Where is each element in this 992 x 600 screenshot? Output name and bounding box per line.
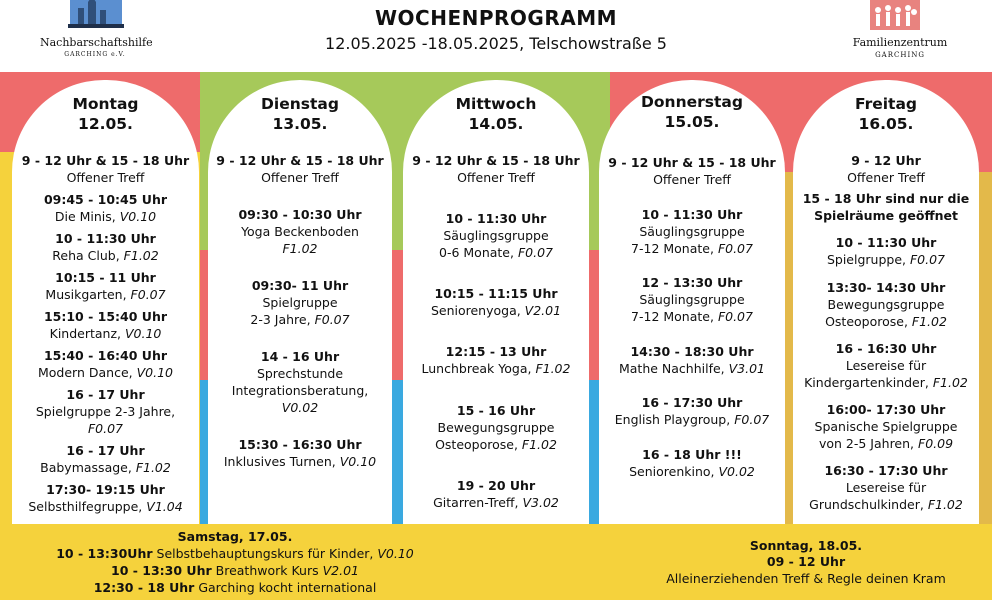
entry-time: 16 - 16:30 Uhr: [835, 341, 937, 356]
entry-desc: Musikgarten, F0.07: [45, 287, 166, 302]
day-name: Dienstag: [261, 95, 339, 113]
list-item: [403, 285, 589, 319]
entry-desc: Offener Treff: [457, 170, 535, 185]
list-item: [403, 210, 589, 261]
entry-time: 16 - 17:30 Uhr: [641, 395, 743, 410]
entry-time: 15:10 - 15:40 Uhr: [43, 309, 168, 324]
entry-time: 16:30 - 17:30 Uhr: [824, 463, 948, 478]
list-item: [12, 152, 199, 186]
entry-desc: Selbsthilfegruppe, V1.04: [28, 499, 183, 514]
entry-desc: Spanische Spielgruppe: [814, 419, 958, 434]
list-item: [403, 343, 589, 377]
entry-time: 12:15 - 13 Uhr: [445, 344, 547, 359]
day-date: 15.05.: [664, 113, 720, 131]
list-item: [599, 343, 785, 377]
list-item: [793, 340, 979, 391]
entry-time: 10 - 11:30 Uhr: [641, 207, 743, 222]
entry-desc: Säuglingsgruppe: [639, 224, 745, 239]
entry-time: 16:00- 17:30 Uhr: [826, 402, 946, 417]
entry-time: 9 - 12 Uhr & 15 - 18 Uhr: [21, 153, 190, 168]
entry-time: 09:30 - 10:30 Uhr: [238, 207, 362, 222]
list-item: [12, 308, 199, 342]
entry-time: 16 - 17 Uhr: [66, 443, 145, 458]
logo-left-sub: GARCHING e.V.: [64, 51, 126, 58]
entry-desc: Lesereise für: [845, 358, 927, 373]
entry-desc-2: 7-12 Monate, F0.07: [631, 241, 753, 256]
list-item: [12, 269, 199, 303]
entry-time: 16 - 17 Uhr: [66, 387, 145, 402]
saturday-item: 10 - 13:30 Uhr Breathwork Kurs V2.01: [111, 563, 359, 578]
day-date: 12.05.: [78, 115, 133, 133]
entry-time: 9 - 12 Uhr & 15 - 18 Uhr: [608, 155, 776, 170]
entry-time: 14 - 16 Uhr: [260, 349, 340, 364]
entry-desc: Offener Treff: [847, 170, 925, 185]
entry-desc: Sprechstunde: [256, 366, 344, 381]
entry-desc: Seniorenkino, V0.02: [629, 464, 755, 479]
entry-time: 9 - 12 Uhr: [851, 153, 921, 168]
day-column-montag: [12, 80, 199, 524]
entry-desc: Reha Club, F1.02: [52, 248, 159, 263]
list-item: [599, 154, 785, 188]
list-item: [208, 348, 392, 416]
entry-desc: English Playgroup, F0.07: [614, 412, 770, 427]
page-title: WOCHENPROGRAMM: [374, 6, 618, 30]
day-column-dienstag: [208, 80, 392, 524]
entry-desc-2: Integrationsberatung,: [231, 383, 369, 398]
entry-desc: Kindertanz, V0.10: [49, 326, 162, 341]
entry-time: 15 - 18 Uhr sind nur die Spielräume geöffnet: [802, 191, 970, 223]
entry-desc: Lunchbreak Yoga, F1.02: [421, 361, 571, 376]
list-item: [12, 442, 199, 476]
list-item: [403, 477, 589, 511]
entry-desc: Yoga Beckenboden: [241, 224, 359, 239]
list-item: [403, 152, 589, 186]
entry-desc-2: 0-6 Monate, F0.07: [439, 245, 553, 260]
logo-right-sub: GARCHING: [875, 51, 925, 59]
entry-desc: Seniorenyoga, V2.01: [430, 303, 562, 318]
list-item: [208, 277, 392, 328]
list-item: [793, 401, 979, 452]
list-item: [793, 234, 979, 268]
entry-time: 10:15 - 11 Uhr: [55, 270, 156, 285]
entry-time: 15 - 16 Uhr: [456, 403, 536, 418]
entry-room: F1.02: [282, 241, 318, 256]
list-item: [599, 274, 785, 325]
list-item: [793, 462, 979, 513]
entry-desc: Offener Treff: [66, 170, 145, 185]
entry-desc-2: Grundschulkinder, F1.02: [809, 497, 963, 512]
entry-desc: Spielgruppe 2-3 Jahre,: [35, 404, 176, 419]
entry-desc: Mathe Nachhilfe, V3.01: [618, 361, 766, 376]
entry-time: 15:40 - 16:40 Uhr: [43, 348, 168, 363]
saturday-item: 10 - 13:30Uhr Selbstbehauptungskurs für Kinder, V0.10: [56, 546, 414, 561]
entry-desc: Offener Treff: [261, 170, 339, 185]
entry-desc: Die Minis, V0.10: [54, 209, 157, 224]
entry-desc-2: Osteoporose, F1.02: [435, 437, 557, 452]
entry-time: 10 - 11:30 Uhr: [445, 211, 547, 226]
list-item: [12, 230, 199, 264]
entry-time: 13:30- 14:30 Uhr: [826, 280, 946, 295]
entry-time: 17:30- 19:15 Uhr: [46, 482, 165, 497]
list-item: [793, 152, 979, 186]
entry-desc-2: Kindergartenkinder, F1.02: [804, 375, 968, 390]
entry-desc: Offener Treff: [653, 172, 731, 187]
list-item: [12, 191, 199, 225]
day-column-mittwoch: [403, 80, 589, 524]
weekend-footer: [0, 524, 992, 600]
entry-time: 10:15 - 11:15 Uhr: [434, 286, 558, 301]
day-column-freitag: [793, 80, 979, 524]
entry-time: 9 - 12 Uhr & 15 - 18 Uhr: [216, 153, 384, 168]
entry-desc: Bewegungsgruppe: [827, 297, 945, 312]
entry-desc: Bewegungsgruppe: [437, 420, 555, 435]
header: [0, 0, 992, 72]
entry-desc: Säuglingsgruppe: [443, 228, 549, 243]
entry-desc: Säuglingsgruppe: [639, 292, 745, 307]
list-item: [12, 347, 199, 381]
list-item: [403, 402, 589, 453]
entry-desc-2: von 2-5 Jahren, F0.09: [818, 436, 954, 451]
list-item: [801, 190, 971, 224]
day-name: Freitag: [854, 95, 918, 113]
list-item: [599, 446, 785, 480]
list-item: [599, 394, 785, 428]
entry-time: 9 - 12 Uhr & 15 - 18 Uhr: [412, 153, 580, 168]
sunday-time: 09 - 12 Uhr: [766, 554, 846, 569]
familienzentrum-logo: [850, 0, 950, 68]
entry-time: 09:45 - 10:45 Uhr: [43, 192, 168, 207]
entry-room: F0.07: [87, 421, 124, 436]
day-name: Montag: [72, 95, 139, 113]
list-item: [599, 206, 785, 257]
sunday-text: Alleinerziehenden Treff & Regle deinen Kram: [666, 571, 946, 586]
list-item: [208, 436, 392, 470]
entry-desc: Inklusives Turnen, V0.10: [223, 454, 377, 469]
entry-desc: Spielgruppe: [262, 295, 338, 310]
day-date: 14.05.: [468, 115, 524, 133]
entry-time: 10 - 11:30 Uhr: [55, 231, 156, 246]
list-item: [208, 206, 392, 257]
day-column-donnerstag: [599, 80, 785, 524]
entry-desc: Lesereise für: [845, 480, 927, 495]
entry-time: 16 - 18 Uhr !!!: [642, 447, 742, 462]
entry-desc-2: 2-3 Jahre, F0.07: [250, 312, 350, 327]
logo-left-name: Nachbarschaftshilfe: [40, 36, 153, 49]
entry-desc: Babymassage, F1.02: [40, 460, 171, 475]
entry-time: 14:30 - 18:30 Uhr: [630, 344, 754, 359]
day-date: 13.05.: [272, 115, 328, 133]
entry-time: 09:30- 11 Uhr: [251, 278, 349, 293]
entry-room: V0.02: [281, 400, 319, 415]
saturday-item: 12:30 - 18 Uhr Garching kocht international: [93, 580, 377, 595]
entry-desc: Modern Dance, V0.10: [38, 365, 173, 380]
entry-desc-2: Osteoporose, F1.02: [825, 314, 947, 329]
saturday-heading: Samstag, 17.05.: [177, 529, 293, 544]
entry-time: 15:30 - 16:30 Uhr: [238, 437, 362, 452]
day-name: Donnerstag: [641, 93, 743, 111]
day-date: 16.05.: [858, 115, 914, 133]
entry-desc-2: 7-12 Monate, F0.07: [631, 309, 753, 324]
entry-time: 10 - 11:30 Uhr: [835, 235, 937, 250]
day-name: Mittwoch: [455, 95, 537, 113]
entry-desc: Spielgruppe, F0.07: [826, 252, 946, 267]
entry-time: 19 - 20 Uhr: [456, 478, 536, 493]
entry-desc: Gitarren-Treff, V3.02: [433, 495, 559, 510]
list-item: [793, 279, 979, 330]
list-item: [208, 152, 392, 186]
sunday-heading: Sonntag, 18.05.: [749, 538, 863, 553]
list-item: [12, 386, 199, 437]
entry-time: 12 - 13:30 Uhr: [641, 275, 743, 290]
page-subtitle: 12.05.2025 -18.05.2025, Telschowstraße 5: [325, 34, 667, 53]
list-item: [12, 481, 199, 515]
logo-right-name: Familienzentrum: [852, 36, 948, 49]
